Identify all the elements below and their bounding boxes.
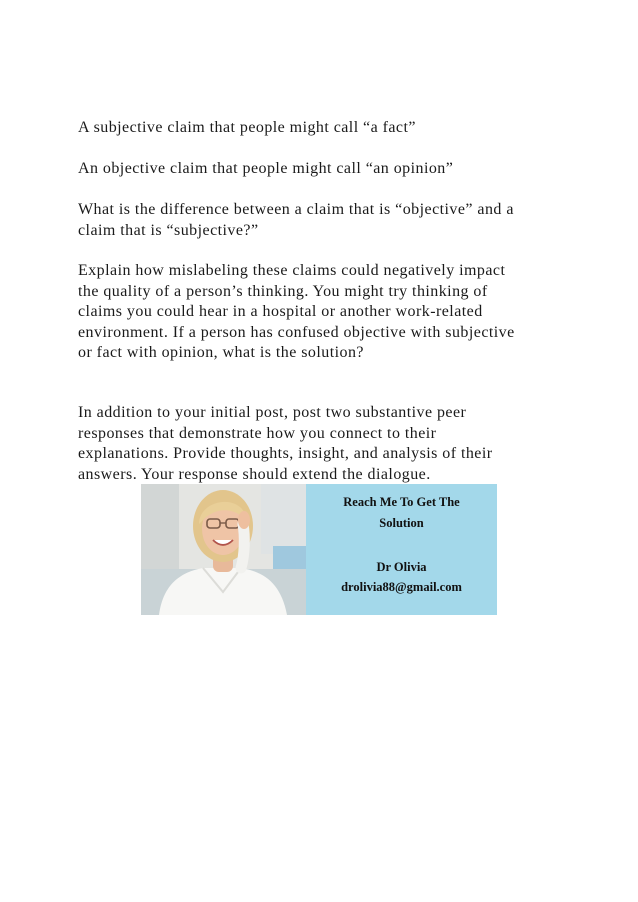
promo-heading-line-2: Solution — [379, 516, 424, 530]
paragraph-5 — [78, 403, 568, 485]
contact-email[interactable]: drolivia88@gmail.com — [341, 580, 462, 594]
text-line: Explain how mislabeling these claims could negatively impact — [78, 262, 506, 279]
contact-name: Dr Olivia — [376, 560, 427, 574]
text-line: the quality of a person’s thinking. You might try thinking of — [78, 282, 488, 300]
paragraph-2 — [78, 159, 568, 180]
text-line: explanations. Provide thoughts, insight, and analysis of their — [78, 445, 493, 462]
contact-banner — [141, 484, 497, 615]
text-line: In addition to your initial post, post two substantive peer — [78, 404, 467, 421]
promo-heading-line-1: Reach Me To Get The — [343, 495, 460, 509]
text-line: A subjective claim that people might call “a fact” — [78, 119, 416, 136]
woman-portrait-image — [141, 484, 306, 615]
paragraph-1 — [78, 118, 568, 139]
text-line: answers. Your response should extend the dialogue. — [78, 465, 431, 483]
text-line: An objective claim that people might call “an opinion” — [78, 160, 454, 177]
text-line: claim that is “subjective?” — [78, 221, 259, 239]
paragraph-4 — [78, 261, 568, 364]
paragraph-3 — [78, 200, 568, 241]
text-line: claims you could hear in a hospital or another work-related — [78, 303, 483, 320]
text-line: What is the difference between a claim that is “objective” and a — [78, 201, 514, 218]
text-line: environment. If a person has confused objective with subjective — [78, 323, 515, 341]
text-line: responses that demonstrate how you connect to their — [78, 424, 437, 442]
contact-info-box — [306, 484, 497, 615]
portrait-illustration — [141, 484, 306, 615]
text-line: or fact with opinion, what is the solution? — [78, 344, 364, 361]
